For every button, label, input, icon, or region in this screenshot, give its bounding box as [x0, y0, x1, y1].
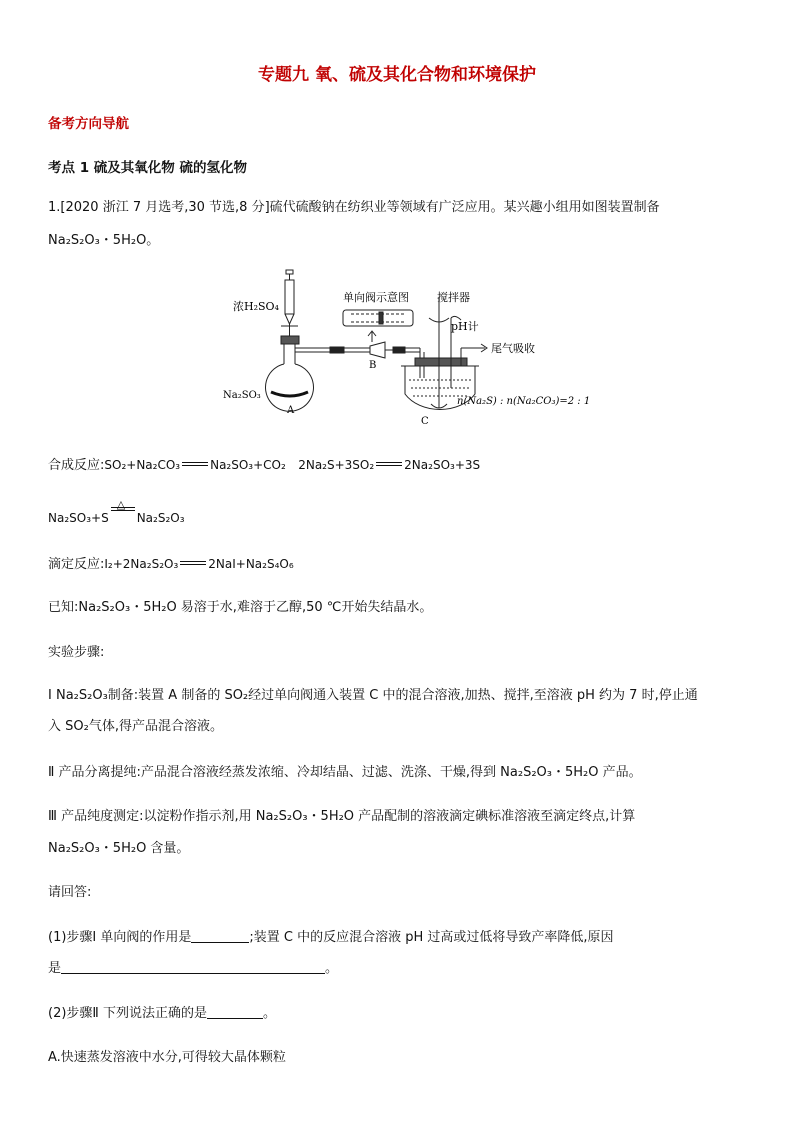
step-3-line1: Ⅲ 产品纯度测定:以淀粉作指示剂,用 Na₂S₂O₃・5H₂O 产品配制的溶液滴定碘标准溶液至滴定终点,计算 — [48, 809, 636, 824]
equals-sign — [182, 459, 208, 469]
heat-condition — [111, 498, 135, 528]
titration-label: 滴定反应: — [48, 557, 105, 572]
stirrer-label: 搅拌器 — [437, 291, 470, 304]
option-a[interactable]: A.快速蒸发溶液中水分,可得较大晶体颗粒 — [48, 1050, 286, 1065]
label-c: C — [421, 416, 429, 427]
page-title: 专题九 氧、硫及其化合物和环境保护 — [258, 65, 536, 85]
q2-text-b: 。 — [262, 1006, 276, 1021]
answer-blank-2[interactable] — [61, 961, 325, 974]
answer-blank-3[interactable] — [207, 1006, 263, 1019]
step-3-line2: Na₂S₂O₃・5H₂O 含量。 — [48, 841, 190, 856]
answer-blank-1[interactable] — [191, 930, 249, 943]
q1-text-c: 是 — [48, 961, 62, 976]
reaction-3 — [48, 498, 185, 528]
reaction-3-right: Na₂S₂O₃ — [136, 511, 185, 525]
apparatus-diagram — [215, 268, 635, 430]
na2so3-label: Na₂SO₃ — [223, 390, 261, 401]
reaction-4-right: 2NaI+Na₂S₄O₆ — [208, 557, 294, 571]
step-1-line2: 入 SO₂气体,得产品混合溶液。 — [48, 719, 223, 734]
label-b: B — [369, 360, 377, 371]
label-a: A — [287, 405, 295, 416]
question-1-line2 — [48, 960, 338, 978]
ratio-label: n(Na₂S) : n(Na₂CO₃)=2 : 1 — [457, 396, 591, 407]
q2-text-a: (2)步骤Ⅱ 下列说法正确的是 — [48, 1006, 207, 1021]
reaction-3-left: Na₂SO₃+S — [48, 511, 109, 525]
question-intro-line2: Na₂S₂O₃・5H₂O。 — [48, 233, 160, 248]
reaction-1-right: Na₂SO₃+CO₂ — [210, 458, 286, 472]
step-1-line1: Ⅰ Na₂S₂O₃制备:装置 A 制备的 SO₂经过单向阀通入装置 C 中的混合溶液,加热、搅拌,至溶液 pH 约为 7 时,停止通 — [48, 688, 698, 703]
titration-reaction — [48, 555, 294, 574]
q1-text-d: 。 — [325, 961, 339, 976]
exam-point-heading: 考点 1 硫及其氧化物 硫的氢化物 — [48, 160, 247, 176]
valve-label: 单向阀示意图 — [343, 291, 409, 304]
question-intro-line1: 1.[2020 浙江 7 月选考,30 节选,8 分]硫代硫酸钠在纺织业等领域有广泛应用。某兴趣小组用如图装置制备 — [48, 200, 660, 215]
question-1-line1 — [48, 929, 614, 947]
answer-label: 请回答: — [48, 885, 92, 900]
conc-acid-label: 浓H₂SO₄ — [233, 300, 279, 313]
reaction-1-left: SO₂+Na₂CO₃ — [104, 458, 181, 472]
known-info: 已知:Na₂S₂O₃・5H₂O 易溶于水,难溶于乙醇,50 ℃开始失结晶水。 — [48, 600, 433, 615]
reaction-2-left: 2Na₂S+3SO₂ — [298, 458, 375, 472]
equals-sign — [180, 558, 206, 568]
question-2 — [48, 1005, 276, 1023]
q1-text-a: (1)步骤Ⅰ 单向阀的作用是 — [48, 930, 192, 945]
tail-gas-label: 尾气吸收 — [491, 342, 535, 355]
step-2: Ⅱ 产品分离提纯:产品混合溶液经蒸发浓缩、冷却结晶、过滤、洗涤、干燥,得到 Na₂S₂O₃・5H₂O 产品。 — [48, 765, 642, 780]
reaction-4-left: I₂+2Na₂S₂O₃ — [104, 557, 179, 571]
reaction-2-right: 2Na₂SO₃+3S — [404, 458, 481, 472]
q1-text-b: ;装置 C 中的反应混合溶液 pH 过高或过低将导致产率降低,原因 — [249, 930, 614, 945]
ph-meter-label: pH计 — [451, 320, 479, 333]
synthesis-reactions — [48, 456, 480, 475]
steps-label: 实验步骤: — [48, 645, 105, 660]
equals-sign — [376, 459, 402, 469]
section-heading: 备考方向导航 — [48, 116, 129, 132]
delta-icon: △ — [116, 498, 126, 511]
synthesis-label: 合成反应: — [48, 458, 105, 473]
